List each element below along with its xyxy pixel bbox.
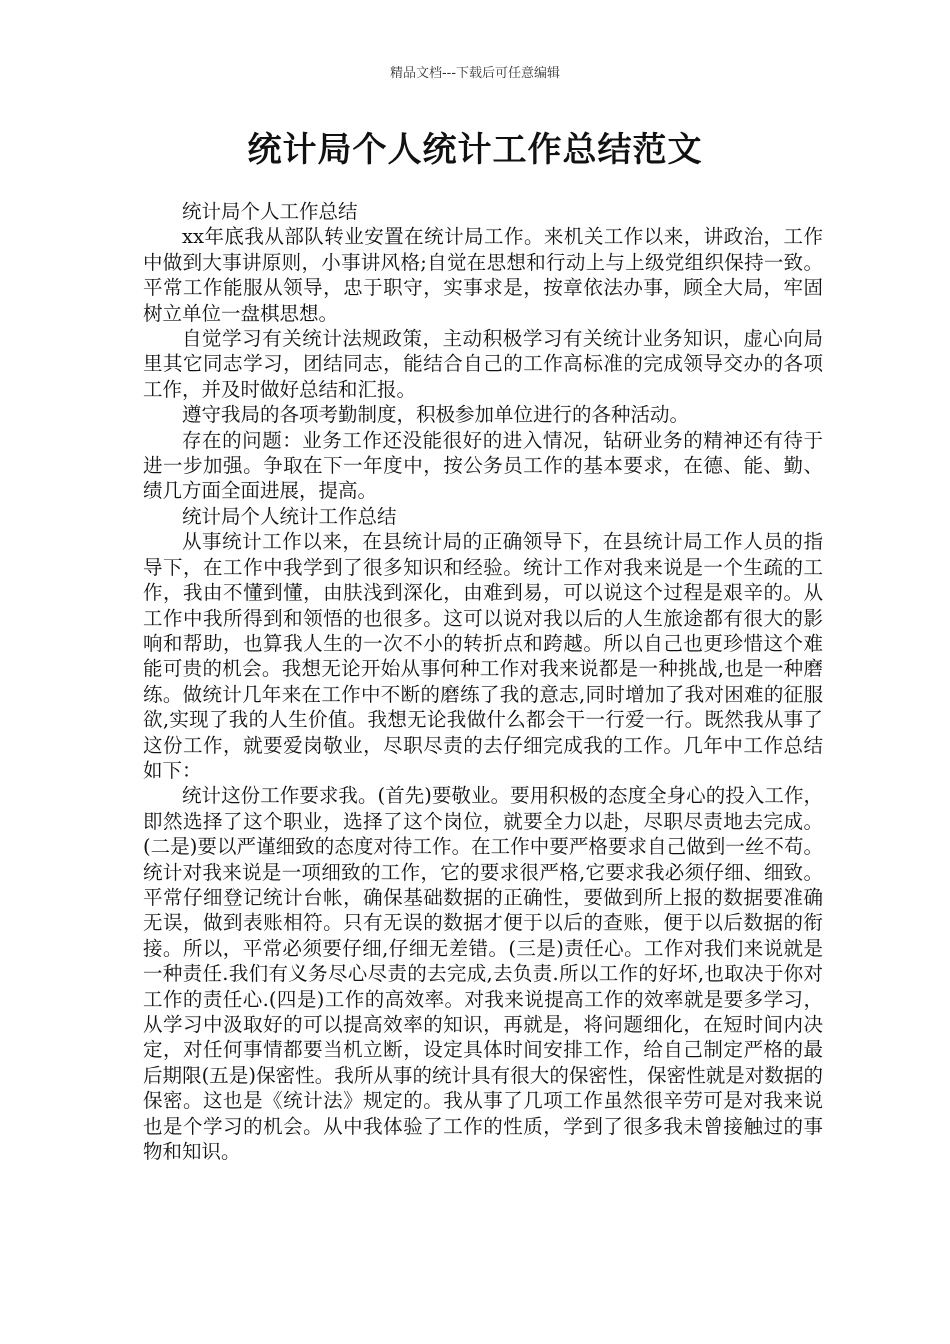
document-body bbox=[143, 199, 823, 1164]
paragraph-section-heading-2: 统计局个人统计工作总结 bbox=[182, 504, 397, 528]
paragraph: 统计这份工作要求我。(首先)要敬业。要用积极的态度全身心的投入工作，即然选择了这个职业，选择了这个岗位，就要全力以赴，尽职尽责地去完成。(二是)要以严谨细致的态度对待工作。在工作中要严格要求自己做到一丝不苟。统计对我来说是一项细致的工作，它的要求很严格,它要求我必须仔细、细致。平常仔细登记统计台帐，确保基础数据的正确性，要做到所上报的数据要准确无误，做到表账相符。只有无误的数据才便于以后的查账，便于以后数据的衔接。所以，平常必须要仔细,仔细无差错。(三是)责任心。工作对我们来说就是一种责任.我们有义务尽心尽责的去完成,去负责.所以工作的好坏,也取决于你对工作的责任心.(四是)工作的高效率。对我来说提高工作的效率就是要多学习，从学习中汲取好的可以提高效率的知识，再就是，将问题细化，在短时间内决定，对任何事情都要当机立断，设定具体时间安排工作，给自己制定严格的最后期限(五是)保密性。我所从事的统计具有很大的保密性，保密性就是对数据的保密。这也是《统计法》规定的。我从事了几项工作虽然很辛劳可是对我来说也是个学习的机会。从中我体验了工作的性质，学到了很多我未曾接触过的事物和知识。 bbox=[143, 784, 823, 1164]
header-note: 精品文档---下载后可任意编辑 bbox=[389, 66, 561, 81]
page-title: 统计局个人统计工作总结范文 bbox=[247, 130, 703, 170]
paragraph: 从事统计工作以来，在县统计局的正确领导下，在县统计局工作人员的指导下，在工作中我学到了很多知识和经验。统计工作对我来说是一个生疏的工作，我由不懂到懂，由肤浅到深化，由难到易，可以说这个过程是艰辛的。从工作中我所得到和领悟的也很多。这可以说对我以后的人生旅途都有很大的影响和帮助，也算我人生的一次不小的转折点和跨越。所以自己也更珍惜这个难能可贵的机会。我想无论开始从事何种工作对我来说都是一种挑战,也是一种磨练。做统计几年来在工作中不断的磨练了我的意志,同时增加了我对困难的征服欲,实现了我的人生价值。我想无论我做什么都会干一行爱一行。既然我从事了这份工作，就要爱岗敬业，尽职尽责的去仔细完成我的工作。几年中工作总结如下： bbox=[143, 530, 823, 782]
paragraph: 自觉学习有关统计法规政策，主动积极学习有关统计业务知识，虚心向局里其它同志学习，团结同志，能结合自己的工作高标准的完成领导交办的各项工作，并及时做好总结和汇报。 bbox=[143, 327, 823, 401]
paragraph: xx年底我从部队转业安置在统计局工作。来机关工作以来，讲政治，工作中做到大事讲原则，小事讲风格;自觉在思想和行动上与上级党组织保持一致。平常工作能服从领导，忠于职守，实事求是，按章依法办事，顾全大局，牢固树立单位一盘棋思想。 bbox=[143, 225, 823, 325]
paragraph: 存在的问题：业务工作还没能很好的进入情况，钻研业务的精神还有待于进一步加强。争取在下一年度中，按公务员工作的基本要求，在德、能、勤、绩几方面全面进展，提高。 bbox=[143, 428, 823, 503]
paragraph-section-heading-1: 统计局个人工作总结 bbox=[182, 200, 358, 223]
paragraph: 遵守我局的各项考勤制度，积极参加单位进行的各种活动。 bbox=[182, 403, 690, 427]
